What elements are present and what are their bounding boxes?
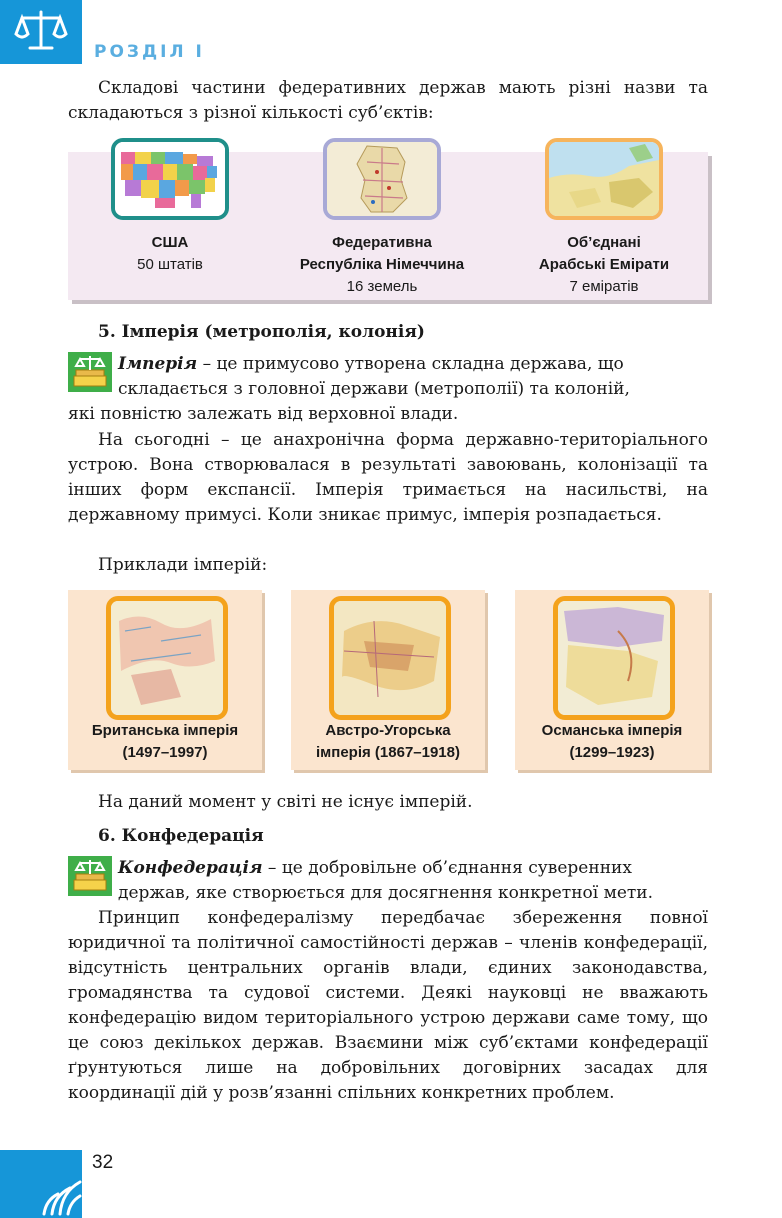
british-empire-years: (1497–1997) — [122, 744, 208, 761]
confederation-def-line1-rest: – це добровільне об’єднання суверенних — [262, 858, 632, 878]
federation-uae — [504, 138, 704, 298]
germany-map-thumbnail — [323, 138, 441, 220]
empire-card-ottoman — [515, 590, 709, 770]
empire-definition-line2: складається з головної держави (метрополії) та колоній, — [118, 379, 630, 399]
usa-map-thumbnail — [111, 138, 229, 220]
section-badge — [0, 0, 82, 64]
austro-hungarian-empire-name: Австро-Угорська — [325, 722, 451, 739]
austro-hungarian-empire-caption — [291, 720, 485, 764]
germany-count: 16 земель — [346, 278, 418, 295]
uae-map-thumbnail — [545, 138, 663, 220]
federation-usa — [70, 138, 270, 276]
british-empire-map-thumbnail — [106, 596, 228, 720]
confederation-paragraph: Принцип конфедералізму передбачає збереження повної юридичної та політичної самостійності держав – членів конфедерації, відсутність центральних органів влади, єдиних законодавства, громадянства та судової системи. Деякі науковці не вважають конфедерацію видом територіального устрою держави саме тому, що це союз декількох держав. Взаємини між суб’єктами конфедерації ґрунтуються лише на добровільних договірних засадах для координації дій у розв’язанні спільних конкретних проблем. — [68, 908, 708, 1103]
empire-card-austro-hungarian — [291, 590, 485, 770]
empire-definition-line1 — [118, 352, 708, 377]
section5-heading: 5. Імперія (метрополія, колонія) — [98, 322, 425, 342]
section6-heading: 6. Конфедерація — [98, 826, 264, 846]
empire-def-line1-rest: – це примусово утворена складна держава, що — [197, 354, 624, 374]
british-empire-caption — [68, 720, 262, 764]
empire-term: Імперія — [118, 354, 198, 374]
definition-book-icon — [68, 856, 112, 896]
germany-name-line1: Федеративна — [332, 234, 432, 251]
page-number: 32 — [92, 1152, 114, 1173]
uae-count: 7 еміратів — [569, 278, 639, 295]
empire-closing-sentence: На даний момент у світі не існує імперій. — [98, 792, 473, 812]
ottoman-empire-map-thumbnail — [553, 596, 675, 720]
federations-panel — [68, 152, 708, 300]
ottoman-empire-years: (1299–1923) — [569, 744, 655, 761]
footer-badge — [0, 1150, 82, 1218]
austro-hungarian-empire-map-thumbnail — [329, 596, 451, 720]
austro-hungarian-empire-years: імперія (1867–1918) — [316, 744, 460, 761]
usa-count: 50 штатів — [137, 256, 203, 273]
uae-name-line2: Арабські Емірати — [538, 256, 670, 273]
definition-book-icon — [68, 352, 112, 392]
empire-examples-label: Приклади імперій: — [98, 555, 268, 575]
ottoman-empire-caption — [515, 720, 709, 764]
empire-paragraph: На сьогодні – це анахронічна форма державно-територіального устрою. Вона створювалася в результаті завоювань, колонізації та інших форм експансії. Імперія тримається на насильстві, на державному примусі. Коли зникає примус, імперія розпадається. — [68, 430, 708, 525]
british-empire-name: Британська імперія — [91, 722, 239, 739]
germany-name-line2: Республіка Німеччина — [299, 256, 465, 273]
signal-waves-icon — [0, 1150, 82, 1218]
confederation-definition-line1 — [118, 856, 708, 881]
empire-card-british — [68, 590, 262, 770]
intro-paragraph: Складові частини федеративних держав мають різні назви та складаються з різної кількості суб’єктів: — [68, 78, 708, 123]
uae-name-line1: Об’єднані — [567, 234, 641, 251]
ottoman-empire-name: Османська імперія — [541, 722, 683, 739]
confederation-definition-line2: держав, яке створюється для досягнення конкретної мети. — [118, 883, 654, 903]
section-label: РОЗДІЛ І — [94, 42, 205, 62]
confederation-term: Конфедерація — [118, 858, 263, 878]
empire-definition-line3: які повністю залежать від верховної влади. — [68, 404, 459, 424]
scales-icon — [14, 8, 68, 54]
usa-name: США — [151, 234, 189, 251]
federation-germany — [282, 138, 482, 298]
